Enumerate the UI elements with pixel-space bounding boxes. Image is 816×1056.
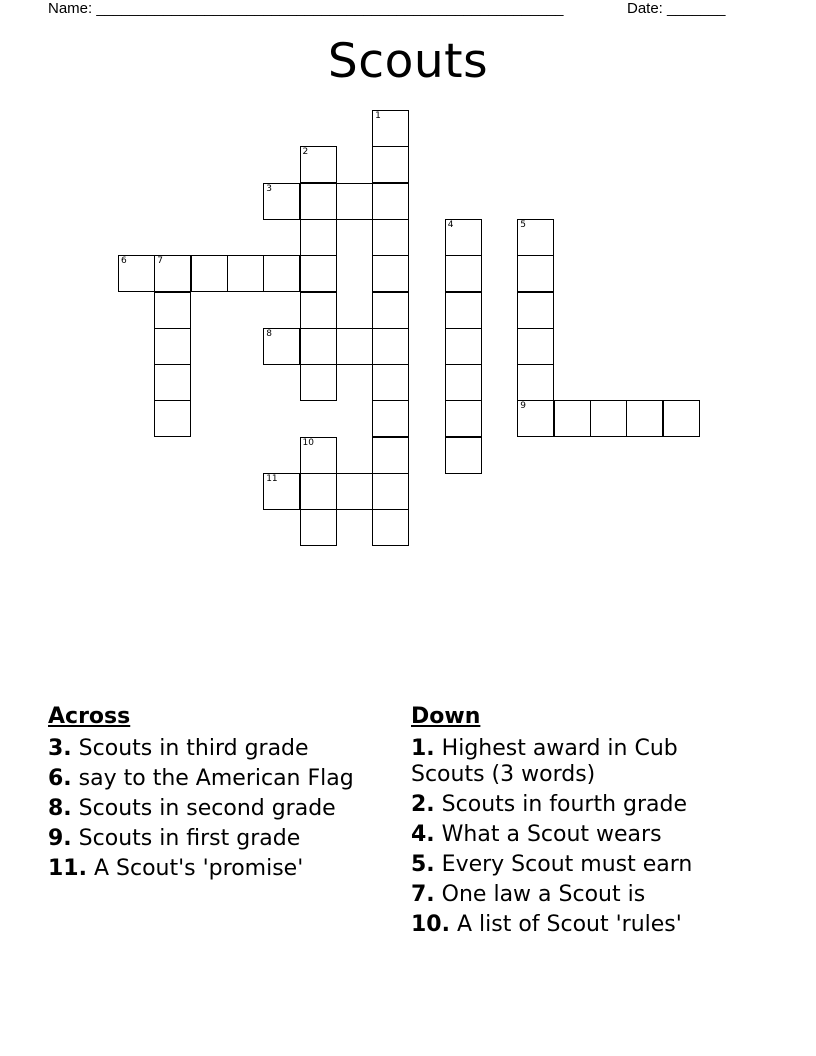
crossword-cell[interactable]: [445, 364, 482, 401]
crossword-cell[interactable]: [300, 255, 337, 292]
crossword-cell[interactable]: [517, 364, 554, 401]
clue-across: [48, 766, 378, 792]
clue-number: 4.: [411, 822, 435, 847]
crossword-cell[interactable]: [554, 400, 591, 437]
crossword-cell[interactable]: [336, 183, 373, 220]
crossword-cell[interactable]: [154, 364, 191, 401]
clue-text: Scouts in first grade: [78, 826, 301, 851]
date-field-label: Date: _______: [627, 0, 726, 17]
clue-down: [411, 852, 741, 878]
crossword-cell[interactable]: [372, 328, 409, 365]
clue-across: [48, 796, 378, 822]
crossword-cell[interactable]: [372, 509, 409, 546]
clue-text: Scouts in second grade: [78, 796, 336, 821]
crossword-cell[interactable]: [517, 328, 554, 365]
crossword-cell[interactable]: [227, 255, 264, 292]
puzzle-title: Scouts: [327, 34, 489, 89]
clue-number: 11.: [48, 856, 87, 881]
clue-number: 6.: [48, 766, 72, 791]
clue-across: [48, 856, 378, 882]
cell-number: 5: [520, 219, 527, 230]
crossword-cell[interactable]: [154, 292, 191, 329]
down-clues: [411, 702, 741, 942]
crossword-cell[interactable]: [372, 146, 409, 183]
crossword-cell[interactable]: [517, 219, 554, 256]
cell-number: 4: [447, 219, 454, 230]
clue-down: [411, 736, 741, 788]
clue-down: [411, 882, 741, 908]
crossword-cell[interactable]: [300, 364, 337, 401]
clue-number: 7.: [411, 882, 435, 907]
crossword-cell[interactable]: [445, 292, 482, 329]
crossword-cell[interactable]: [445, 219, 482, 256]
clue-down: [411, 792, 741, 818]
clue-down: [411, 822, 741, 848]
clue-text: Every Scout must earn: [441, 852, 693, 877]
crossword-cell[interactable]: [263, 255, 300, 292]
crossword-cell[interactable]: [372, 437, 409, 474]
clue-text: Scouts in fourth grade: [441, 792, 688, 817]
clue-down: [411, 912, 741, 938]
clue-text: A Scout's 'promise': [93, 856, 304, 881]
clue-text: Scouts in third grade: [78, 736, 309, 761]
crossword-cell[interactable]: [300, 183, 337, 220]
cell-number: 1: [375, 111, 381, 121]
crossword-cell[interactable]: [154, 328, 191, 365]
clue-text: say to the American Flag: [78, 766, 354, 791]
crossword-cell[interactable]: [372, 183, 409, 220]
cell-number: 3: [266, 183, 272, 194]
crossword-cell[interactable]: [445, 437, 482, 474]
across-heading: Across: [48, 704, 131, 729]
crossword-cell[interactable]: [300, 146, 337, 183]
clue-number: 1.: [411, 736, 435, 761]
crossword-cell[interactable]: [445, 255, 482, 292]
crossword-cell[interactable]: [154, 255, 191, 292]
crossword-cell[interactable]: [372, 292, 409, 329]
name-field-label: Name: ________________________________________________________: [48, 0, 564, 17]
crossword-cell[interactable]: [300, 437, 337, 474]
crossword-cell[interactable]: [445, 400, 482, 437]
crossword-cell[interactable]: [372, 219, 409, 256]
cell-number: 2: [302, 147, 309, 158]
crossword-cell[interactable]: [663, 400, 700, 437]
crossword-cell[interactable]: [517, 400, 554, 437]
cell-number: 6: [121, 256, 127, 267]
across-clues: [48, 702, 378, 886]
clue-across: [48, 826, 378, 852]
crossword-cell[interactable]: [300, 473, 337, 510]
crossword-cell[interactable]: [517, 292, 554, 329]
crossword-cell[interactable]: [263, 183, 300, 220]
crossword-cell[interactable]: [191, 255, 228, 292]
clue-across: [48, 736, 378, 762]
cell-number: 11: [266, 474, 278, 484]
crossword-cell[interactable]: [336, 328, 373, 365]
clue-number: 8.: [48, 796, 72, 821]
crossword-cell[interactable]: [263, 328, 300, 365]
crossword-cell[interactable]: [590, 400, 627, 437]
clue-text: Highest award in Cub Scouts (3 words): [411, 736, 678, 787]
clue-number: 2.: [411, 792, 435, 817]
cell-number: 7: [157, 256, 164, 267]
crossword-cell[interactable]: [300, 509, 337, 546]
clue-text: What a Scout wears: [441, 822, 662, 847]
crossword-cell[interactable]: [372, 400, 409, 437]
clue-text: One law a Scout is: [441, 882, 646, 907]
crossword-cell[interactable]: [263, 473, 300, 510]
cell-number: 10: [302, 437, 314, 448]
clue-number: 5.: [411, 852, 435, 877]
crossword-cell[interactable]: [372, 364, 409, 401]
crossword-cell[interactable]: [300, 328, 337, 365]
crossword-cell[interactable]: [517, 255, 554, 292]
crossword-cell[interactable]: [154, 400, 191, 437]
crossword-cell[interactable]: [336, 473, 373, 510]
down-heading: Down: [411, 704, 481, 729]
crossword-cell[interactable]: [445, 328, 482, 365]
clue-text: A list of Scout 'rules': [456, 912, 682, 937]
crossword-cell[interactable]: [372, 255, 409, 292]
crossword-cell[interactable]: [300, 292, 337, 329]
crossword-cell[interactable]: [372, 473, 409, 510]
crossword-cell[interactable]: [372, 110, 409, 147]
crossword-cell[interactable]: [118, 255, 155, 292]
clue-number: 9.: [48, 826, 72, 851]
crossword-cell[interactable]: [626, 400, 663, 437]
clue-number: 10.: [411, 912, 450, 937]
crossword-cell[interactable]: [300, 219, 337, 256]
cell-number: 8: [266, 328, 272, 339]
cell-number: 9: [520, 401, 527, 412]
clue-number: 3.: [48, 736, 72, 761]
header-line: [48, 0, 748, 20]
